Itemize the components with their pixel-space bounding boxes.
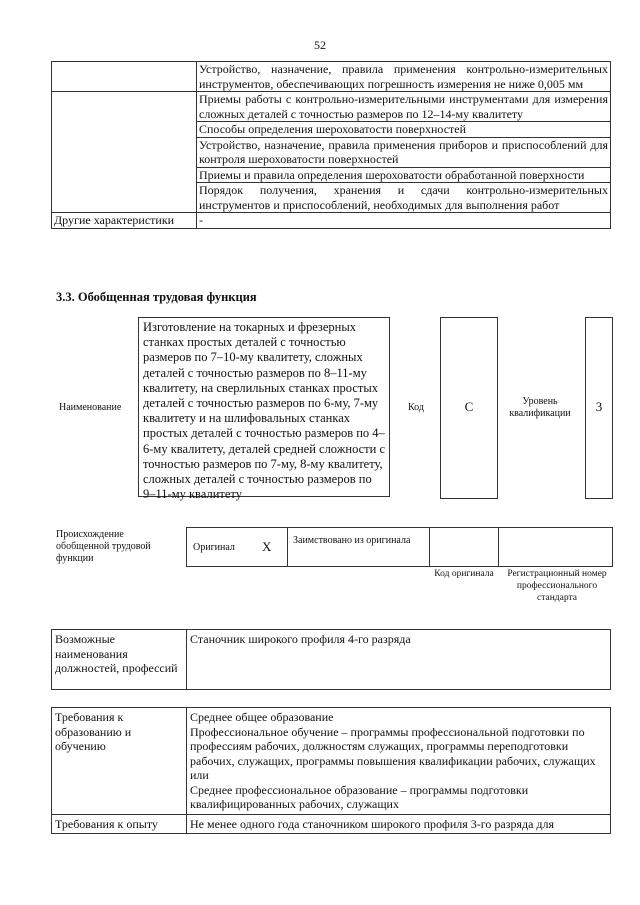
table-row: [52, 137, 611, 167]
other-label: Другие характеристики: [52, 213, 197, 229]
requirements-table: [51, 707, 611, 834]
table-row: [52, 167, 611, 183]
knowledge-table: [51, 61, 611, 229]
reg-caption: Регистрационный номер профессионального стандарта: [507, 569, 607, 603]
table-row: [52, 62, 611, 92]
row-text: Способы определения шероховатости поверхностей: [197, 122, 611, 138]
edu-value: [187, 708, 611, 815]
table-row: [52, 92, 611, 122]
code-caption: Код оригинала: [434, 569, 494, 579]
borrowed-label: Заимствовано из оригинала: [293, 535, 411, 546]
positions-table: [51, 629, 611, 690]
edu-line: Среднее профессиональное образование – программы подготовки квалифицированных рабочих, служащих: [190, 782, 529, 811]
origin-box: [186, 527, 613, 567]
table-row: [52, 708, 611, 815]
code-label: Код: [408, 402, 424, 413]
origin-label: Происхождение обобщенной трудовой функции: [56, 529, 151, 564]
row-label: [52, 183, 197, 213]
other-value: -: [197, 213, 611, 229]
edu-line: или: [190, 768, 209, 782]
exp-label: Требования к опыту: [52, 814, 187, 834]
divider: [429, 527, 430, 566]
table-row: [52, 630, 611, 690]
row-label: [52, 167, 197, 183]
section-title: 3.3. Обобщенная трудовая функция: [56, 290, 257, 304]
name-label: Наименование: [59, 402, 122, 413]
edu-line: Профессиональное обучение – программы профессиональной подготовки по профессиям рабочих, должностям служащих, программы переподготовки рабочих, служащих, программы повышения квалификации рабочих, служащих: [190, 724, 596, 768]
original-mark: X: [262, 539, 272, 554]
level-label: Уровень квалификации: [509, 396, 571, 419]
row-label: [52, 137, 197, 167]
original-label: Оригинал: [193, 542, 235, 553]
edu-line: Среднее общее образование: [190, 710, 334, 724]
divider: [498, 527, 499, 566]
row-text: Приемы работы с контрольно-измерительными инструментами для измерения сложных деталей с точностью размеров по 12–14-му квалитету: [197, 92, 611, 122]
level-value: 3: [585, 317, 613, 499]
exp-value: Не менее одного года станочником широкого профиля 3-го разряда для: [187, 814, 611, 834]
table-row: [52, 213, 611, 229]
table-row: [52, 183, 611, 213]
page-number: 52: [314, 38, 326, 52]
row-text: Порядок получения, хранения и сдачи контрольно-измерительных инструментов и приспособлений, необходимых для выполнения работ: [197, 183, 611, 213]
row-text: Приемы и правила определения шероховатости обработанной поверхности: [197, 167, 611, 183]
row-text: Устройство, назначение, правила применения контрольно-измерительных инструментов, обеспечивающих погрешность измерения не ниже 0,005 мм: [197, 62, 611, 92]
table-row: [52, 814, 611, 834]
code-value: C: [440, 317, 498, 499]
table-row: [52, 122, 611, 138]
positions-label: Возможные наименования должностей, профессий: [52, 630, 187, 690]
divider: [287, 527, 288, 566]
edu-label: Требования к образованию и обучению: [52, 708, 187, 815]
function-name: Изготовление на токарных и фрезерных станках простых деталей с точностью размеров по 7–10-му квалитету, сложных деталей с точностью размеров по 8–11-му квалитету, на сверлильных станках простых деталей с точностью размеров по 6-му, 7-му квалитету и на шлифовальных станках простых деталей с точностью размеров по 4–6-му квалитету, деталей средней сложности с точностью размеров по 7-му, 8-му квалитету, сложных деталей с точностью размеров по 9–11-му квалитету: [138, 317, 390, 497]
positions-value: Станочник широкого профиля 4-го разряда: [187, 630, 611, 690]
row-label: [52, 92, 197, 122]
row-label: [52, 62, 197, 92]
row-text: Устройство, назначение, правила применения приборов и приспособлений для контроля шероховатости поверхностей: [197, 137, 611, 167]
row-label: [52, 122, 197, 138]
